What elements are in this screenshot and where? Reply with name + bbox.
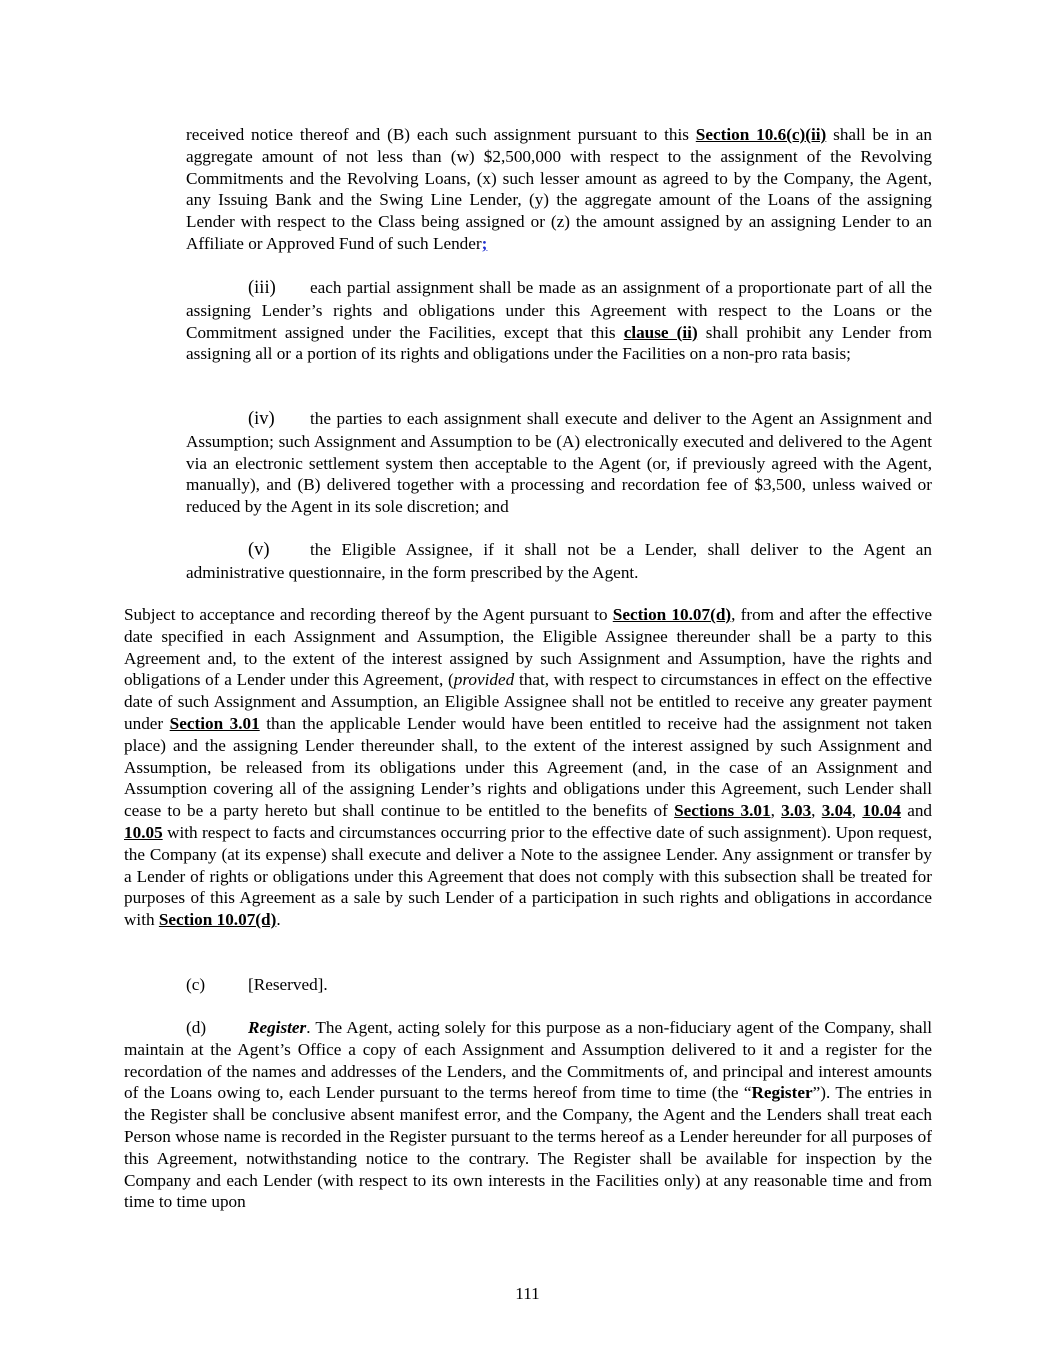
clause-label: (iii) bbox=[248, 278, 276, 298]
cross-reference[interactable]: Section 10.07(d) bbox=[158, 910, 277, 930]
paragraph-subject-to-acceptance: Subject to acceptance and recording thereof by the Agent pursuant to Section 10.07(d), from and after the effective date specified in each Assignment and Assumption, the Eligible Assignee thereunder shall be a party to this Agreement and, to the extent of the interest assigned by such Assignment and Assumption, have the rights and obligations of a Lender under this Agreement, (provided that, with respect to circumstances in effect on the effective date of such Assignment and Assumption, an Eligible Assignee shall not be entitled to receive any greater payment under Section 3.01 than the applicable Lender would have been entitled to receive had the assignment not taken place) and the assigning Lender thereunder shall, to the extent of the interest assigned by such Assignment and Assumption, be released from its obligations under this Agreement (and, in the case of an Assignment and Assumption covering all of the assigning Lender’s rights and obligations under this Agreement, such Lender shall cease to be a party hereto but shall continue to be entitled to the benefits of Sections 3.01, 3.03, 3.04, 10.04 and 10.05 with respect to facts and circumstances occurring prior to the effective date of such assignment). Upon request, the Company (at its expense) shall execute and deliver a Note to the assignee Lender. Any assignment or transfer by a Lender of rights or obligations under this Agreement that does not comply with this subsection shall be treated for purposes of this Agreement as a sale by such Lender of a participation in such rights and obligations in accordance with Section 10.07(d). bbox=[124, 605, 933, 930]
cross-reference[interactable]: Section 10.07(d) bbox=[612, 605, 732, 624]
cross-reference[interactable]: 10.04 bbox=[862, 801, 901, 821]
clause-label: (v) bbox=[248, 540, 270, 560]
paragraph-iv: (iv) the parties to each assignment shall execute and deliver to the Agent an Assignment and Assumption; such Assignment and Assumption to be (A) electronically executed and delivered to the Agent via an electronic settlement system then acceptable to the Agent (or, if previously agreed with the Agent, manually), and (B) delivered together with a processing and recordation fee of $3,500, unless waived or reduced by the Agent in its sole discretion; and bbox=[186, 409, 932, 517]
cross-reference[interactable]: 3.03 bbox=[781, 801, 812, 821]
section-heading: Register bbox=[248, 1018, 307, 1037]
cross-reference[interactable]: 10.05 bbox=[124, 822, 163, 842]
paragraph-c: (c) [Reserved]. bbox=[186, 975, 328, 994]
cross-reference[interactable]: Section 3.01 bbox=[169, 713, 260, 733]
page-number: 111 bbox=[515, 1284, 540, 1303]
paragraph-iii: (iii) each partial assignment shall be made as an assignment of a proportionate part of all the assigning Lender’s rights and obligations under this Agreement with respect to the Loans or the Commitment assigned under the Facilities, except that this clause (ii) shall prohibit any Lender from assigning all or a portion of its rights and obligations under the Facilities on a non-pro rata basis; bbox=[186, 278, 933, 364]
cross-reference[interactable]: clause (ii) bbox=[623, 322, 698, 342]
cross-reference[interactable]: Section 10.6(c)(ii) bbox=[695, 125, 827, 144]
clause-label: (c) bbox=[186, 975, 206, 994]
clause-label: (d) bbox=[186, 1018, 207, 1037]
clause-label: (iv) bbox=[248, 409, 275, 429]
cross-reference[interactable]: Sections 3.01 bbox=[674, 801, 771, 821]
paragraph-d-register: (d) Register. The Agent, acting solely for this purpose as a non-fiduciary agent of the Company, shall maintain at the Agent’s Office a copy of each Assignment and Assumption delivered to it and a register for the recordation of the names and addresses of the Lenders, and the Commitments of, and principal and interest amounts of the Loans owing to, each Lender pursuant to the terms hereof from time to time (the “Register”). The entries in the Register shall be conclusive absent manifest error, and the Company, the Agent and the Lenders shall treat each Person whose name is recorded in the Register pursuant to the terms hereof as a Lender hereunder for all purposes of this Agreement, notwithstanding notice to the contrary. The Register shall be available for inspection by the Company and each Lender (with respect to its own interests in the Facilities only) at any reasonable time and from time to time upon bbox=[124, 1018, 932, 1212]
paragraph-v: (v) the Eligible Assignee, if it shall not be a Lender, shall deliver to the Agent an administrative questionnaire, in the form prescribed by the Agent. bbox=[186, 540, 932, 582]
paragraph-assignment-minimum: received notice thereof and (B) each such assignment pursuant to this Section 10.6(c)(ii) shall be in an aggregate amount of not less than (w) $2,500,000 with respect to the assignment of the Revolving Commitments and the Revolving Loans, (x) such lesser amount as agreed to by the Company, the Agent, any Issuing Bank and the Swing Line Lender, (y) the aggregate amount of the Loans of the assigning Lender with respect to the Class being assigned or (z) the amount assigned by an assigning Lender to an Affiliate or Approved Fund of such Lender; bbox=[186, 125, 932, 253]
defined-term: Register bbox=[751, 1083, 813, 1103]
cross-reference[interactable]: 3.04 bbox=[821, 801, 852, 821]
link-mark[interactable]: ; bbox=[481, 233, 488, 253]
